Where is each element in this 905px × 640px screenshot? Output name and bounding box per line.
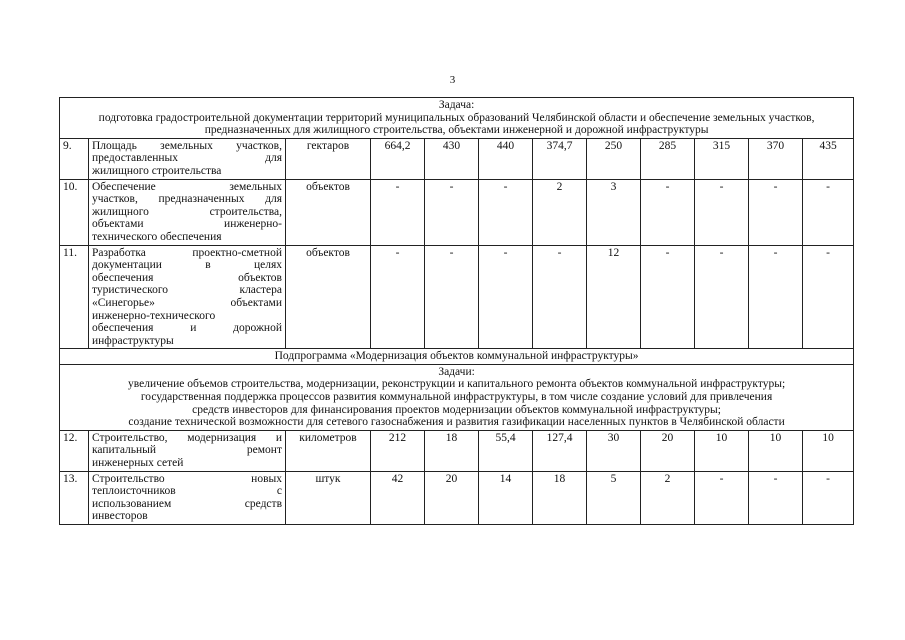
table-row xyxy=(60,138,854,179)
tasks-line: увеличение объемов строительства, модернизации, реконструкции и капитального ремонта объектов коммунальной инфраструктуры; xyxy=(127,378,786,391)
value-cell: - xyxy=(695,471,749,524)
table-row xyxy=(60,471,854,524)
value-cell: 250 xyxy=(587,138,641,179)
indicator-name-line: инфраструктуры xyxy=(92,334,174,347)
indicator-name-line: теплоисточников с xyxy=(92,485,282,498)
value-cell: - xyxy=(641,179,695,245)
value-cell: 370 xyxy=(749,138,803,179)
indicator-name-line: участков, предназначенных для xyxy=(92,193,282,206)
indicator-name-line: обеспечения объектов xyxy=(92,271,282,284)
value-cell: - xyxy=(371,245,425,349)
subprogram-title: Подпрограмма «Модернизация объектов коммунальной инфраструктуры» xyxy=(274,350,639,363)
indicator-name-line: инженерно-технического xyxy=(92,309,216,322)
row-number: 13. xyxy=(60,471,89,524)
indicator-name-line: Строительство, модернизация и xyxy=(92,431,282,444)
task-cell xyxy=(60,98,854,139)
indicator-name-line: капитальный ремонт xyxy=(92,444,282,457)
subprogram-row xyxy=(60,349,854,365)
value-cell: 440 xyxy=(479,138,533,179)
tasks-cell xyxy=(60,364,854,430)
indicator-name-line: документации в целях xyxy=(92,259,282,272)
indicator-name xyxy=(89,138,286,179)
value-cell: - xyxy=(803,245,854,349)
value-cell: - xyxy=(479,245,533,349)
task-text: подготовка градостроительной документации территорий муниципальных образований Челябинской области и обеспечение земельных участков, предназначенных для жилищного строительства, объектами инженерной и дорожной инфраструктуры xyxy=(98,111,815,137)
indicator-name-line: технического обеспечения xyxy=(92,230,222,243)
indicator-name-line: жилищного строительства xyxy=(92,164,222,177)
subprogram-cell xyxy=(60,349,854,365)
value-cell: - xyxy=(803,471,854,524)
row-number: 12. xyxy=(60,430,89,471)
value-cell: 30 xyxy=(587,430,641,471)
tasks-line: создание технической возможности для сетевого газоснабжения и развития газификации населенных пунктов в Челябинской области xyxy=(128,416,785,429)
table-row xyxy=(60,179,854,245)
value-cell: 18 xyxy=(533,471,587,524)
value-cell: 42 xyxy=(371,471,425,524)
value-cell: 212 xyxy=(371,430,425,471)
unit-cell: километров xyxy=(286,430,371,471)
value-cell: - xyxy=(749,179,803,245)
value-cell: - xyxy=(695,245,749,349)
value-cell: 2 xyxy=(641,471,695,524)
value-cell: 14 xyxy=(479,471,533,524)
value-cell: 435 xyxy=(803,138,854,179)
value-cell: - xyxy=(803,179,854,245)
value-cell: - xyxy=(641,245,695,349)
indicator-name-line: использованием средств xyxy=(92,497,282,510)
indicator-name-line: Строительство новых xyxy=(92,472,282,485)
task-heading: Задача: xyxy=(438,99,475,111)
value-cell: 10 xyxy=(695,430,749,471)
value-cell: - xyxy=(749,245,803,349)
row-number: 9. xyxy=(60,138,89,179)
value-cell: - xyxy=(371,179,425,245)
value-cell: 10 xyxy=(803,430,854,471)
unit-cell: объектов xyxy=(286,179,371,245)
value-cell: 315 xyxy=(695,138,749,179)
value-cell: - xyxy=(425,245,479,349)
indicators-table xyxy=(59,97,854,525)
task-row xyxy=(60,98,854,139)
value-cell: 127,4 xyxy=(533,430,587,471)
unit-cell: гектаров xyxy=(286,138,371,179)
indicator-name xyxy=(89,179,286,245)
value-cell: 12 xyxy=(587,245,641,349)
indicator-name-line: Разработка проектно-сметной xyxy=(92,246,282,259)
value-cell: 20 xyxy=(425,471,479,524)
indicator-name-line: предоставленных для xyxy=(92,152,282,165)
table-row xyxy=(60,430,854,471)
value-cell: 430 xyxy=(425,138,479,179)
tasks-line: государственная поддержка процессов развития коммунальной инфраструктуры, в том числе создание условий для привлечения xyxy=(140,391,773,404)
page-number: 3 xyxy=(449,74,456,86)
indicator-name-line: Обеспечение земельных xyxy=(92,180,282,193)
value-cell: - xyxy=(749,471,803,524)
indicator-name-line: объектами инженерно- xyxy=(92,218,282,231)
tasks-heading: Задачи: xyxy=(438,365,475,378)
indicator-name-line: Площадь земельных участков, xyxy=(92,139,282,152)
value-cell: 374,7 xyxy=(533,138,587,179)
value-cell: - xyxy=(695,179,749,245)
indicator-name-line: туристического кластера xyxy=(92,284,282,297)
value-cell: 5 xyxy=(587,471,641,524)
indicator-name-line: инвесторов xyxy=(92,510,148,523)
table-body xyxy=(60,98,854,525)
value-cell: 18 xyxy=(425,430,479,471)
indicator-name xyxy=(89,430,286,471)
value-cell: - xyxy=(425,179,479,245)
value-cell: - xyxy=(533,245,587,349)
indicator-name-line: обеспечения и дорожной xyxy=(92,322,282,335)
table-row xyxy=(60,245,854,349)
indicator-name-line: жилищного строительства, xyxy=(92,205,282,218)
indicator-name-line: инженерных сетей xyxy=(92,457,184,470)
row-number: 11. xyxy=(60,245,89,349)
value-cell: 3 xyxy=(587,179,641,245)
tasks-row xyxy=(60,364,854,430)
value-cell: 55,4 xyxy=(479,430,533,471)
row-number: 10. xyxy=(60,179,89,245)
indicator-name-line: «Синегорье» объектами xyxy=(92,296,282,309)
unit-cell: объектов xyxy=(286,245,371,349)
value-cell: 10 xyxy=(749,430,803,471)
unit-cell: штук xyxy=(286,471,371,524)
indicator-name xyxy=(89,471,286,524)
value-cell: 285 xyxy=(641,138,695,179)
value-cell: 2 xyxy=(533,179,587,245)
value-cell: 664,2 xyxy=(371,138,425,179)
tasks-line: средств инвесторов для финансирования проектов модернизации объектов коммунальной инфраструктуры; xyxy=(192,403,721,416)
value-cell: 20 xyxy=(641,430,695,471)
value-cell: - xyxy=(479,179,533,245)
indicator-name xyxy=(89,245,286,349)
